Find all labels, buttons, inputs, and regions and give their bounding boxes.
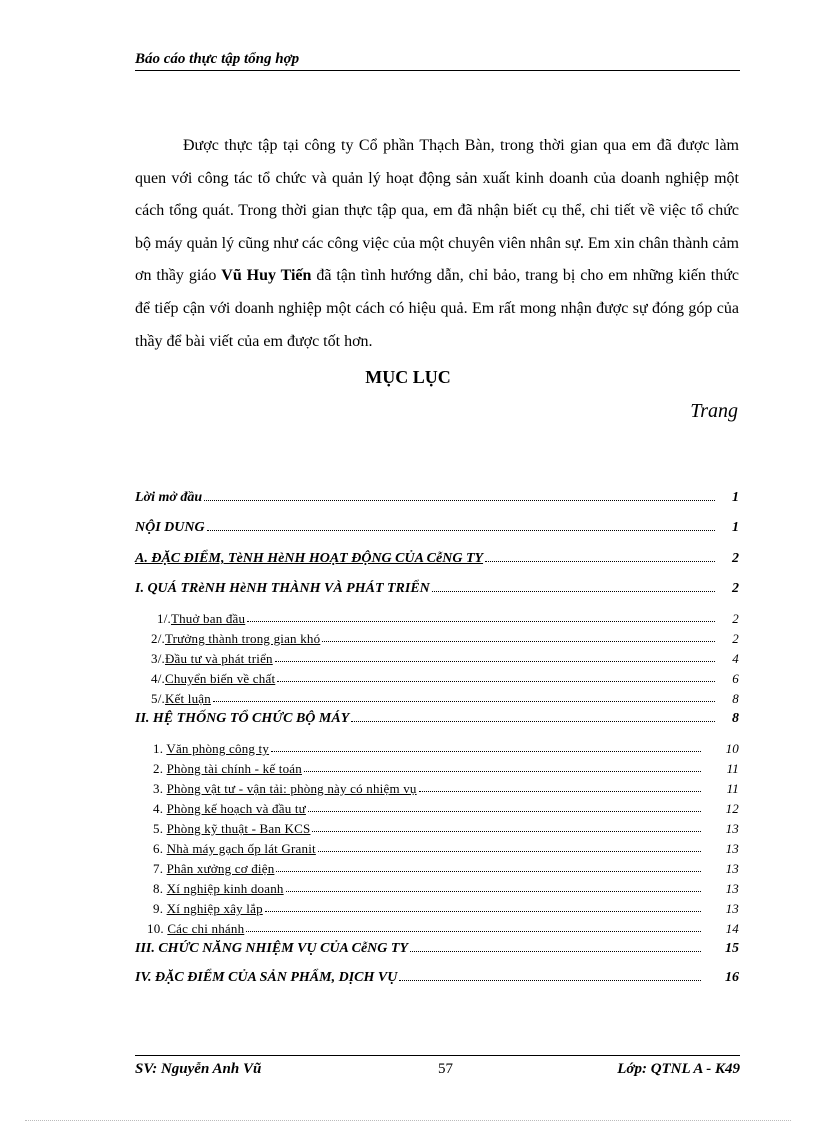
toc-entry-number: 10. <box>147 921 168 936</box>
toc-entry-label: Xí nghiệp kinh doanh <box>166 881 284 896</box>
toc-leader <box>277 680 715 682</box>
toc-entry-number: 2/. <box>151 631 165 646</box>
toc-entry[interactable] <box>135 966 739 986</box>
toc-entry[interactable] <box>135 757 739 777</box>
toc-entry-page: 13 <box>725 881 739 896</box>
page-footer <box>135 1055 740 1080</box>
toc-entry-page: 4 <box>732 651 739 666</box>
toc-entry-label: II. HỆ THỐNG TỔ CHỨC BỘ MÁY <box>135 711 350 726</box>
toc-entry-number: 7. <box>153 861 167 876</box>
intro-text-after: đã tận tình hướng dẫn, chỉ bảo, trang bị cho em những kiến thức để tiếp cận với doanh nghiệp một cách có hiệu quả. Em rất mong nhận được sự đóng góp của thầy để bài viết của em được tốt hơn. <box>135 267 739 350</box>
toc-entry-label: Phòng kế hoạch và đầu tư <box>166 801 306 816</box>
toc-entry-label: Các chi nhánh <box>167 921 245 936</box>
toc-leader <box>432 590 715 592</box>
page-bottom-divider <box>25 1120 791 1121</box>
toc-entry-label: Phân xưởng cơ điện <box>166 861 275 876</box>
toc-entry-number: 5. <box>153 821 167 836</box>
toc-title: MỤC LỤC <box>365 367 451 387</box>
toc-entry-label: Xí nghiệp xây lắp <box>166 901 263 916</box>
toc-leader <box>204 499 715 501</box>
toc-entry-page: 2 <box>732 611 739 626</box>
toc-entry-label: Thuở ban đầu <box>170 611 246 626</box>
toc-entry[interactable] <box>135 837 739 857</box>
toc-entry[interactable] <box>135 917 739 937</box>
toc-leader <box>271 750 701 752</box>
toc-page-label: Trang <box>690 400 738 422</box>
toc-entry[interactable] <box>135 577 739 597</box>
toc-entry-page: 2 <box>732 581 739 596</box>
toc-leader <box>410 950 701 952</box>
teacher-name: Vũ Huy Tiến <box>221 267 312 285</box>
toc-entry[interactable] <box>135 777 739 797</box>
toc-entry-page: 8 <box>732 691 739 706</box>
toc-entry[interactable] <box>135 897 739 917</box>
toc-entry-label: Chuyển biến về chất <box>164 671 276 686</box>
toc-entry-page: 15 <box>725 941 739 956</box>
toc-entry-number: 1. <box>153 741 167 756</box>
toc-entry-label: Nhà máy gạch ốp lát Granit <box>166 841 316 856</box>
header-title: Báo cáo thực tập tổng hợp <box>135 51 300 67</box>
toc-entry-page: 13 <box>725 861 739 876</box>
toc-entry-label: Trưởng thành trong gian khó <box>164 631 321 646</box>
toc-entry[interactable] <box>135 877 739 897</box>
toc-entry[interactable] <box>135 687 739 707</box>
toc-leader <box>276 870 701 872</box>
toc-entry[interactable] <box>135 607 739 627</box>
footer-page-number: 57 <box>438 1061 453 1077</box>
toc-entry-label: III. CHỨC NĂNG NHIỆM VỤ CỦA CễNG TY <box>135 941 408 956</box>
toc-entry-label: NỘI DUNG <box>135 520 205 535</box>
intro-text-before: Được thực tập tại công ty Cổ phần Thạch Bàn, trong thời gian qua em đã được làm quen với công tác tổ chức và quản lý hoạt động sản xuất kinh doanh của doanh nghiệp một cách tổng quát. Trong thời gian thực tập qua, em đã nhận biết cụ thể, chi tiết về việc tổ chức bộ máy quản lý cũng như các công việc của một chuyên viên nhân sự. Em xin chân thành cảm ơn thầy giáo <box>135 137 739 285</box>
footer-class: Lớp: QTNL A - K49 <box>617 1061 740 1077</box>
toc-entry-page: 13 <box>725 821 739 836</box>
toc-entry[interactable] <box>135 937 739 957</box>
toc-leader <box>322 640 715 642</box>
toc-entry-page: 1 <box>732 490 739 505</box>
toc-entry-page: 11 <box>726 761 739 776</box>
toc-entry-page: 14 <box>725 921 739 936</box>
toc-entry-label: Lời mở đầu <box>135 490 203 505</box>
toc-entry-number: 6. <box>153 841 167 856</box>
toc-entry-label: Phòng kỹ thuật - Ban KCS <box>166 821 311 836</box>
toc-entry-label: Văn phòng công ty <box>166 741 270 756</box>
toc-leader <box>318 850 701 852</box>
toc-entry-page: 10 <box>725 741 739 756</box>
toc-leader <box>286 890 701 892</box>
toc-entry-label: Phòng vật tư - vận tải: phòng này có nhiệm vụ <box>166 781 417 796</box>
toc-entry[interactable] <box>135 737 739 757</box>
toc-leader <box>275 660 715 662</box>
toc-entry-label: A. ĐẶC ĐIỂM, TèNH HèNH HOẠT ĐỘNG CỦA CễNG TY <box>135 551 484 566</box>
toc-entry-label: Đầu tư và phát triển <box>164 651 273 666</box>
intro-paragraph <box>135 130 739 358</box>
toc-entry-page: 6 <box>732 671 739 686</box>
toc-entry[interactable] <box>135 627 739 647</box>
toc-leader <box>312 830 701 832</box>
toc-entry[interactable] <box>135 667 739 687</box>
toc-entry-page: 16 <box>725 970 739 985</box>
toc-entry[interactable] <box>135 797 739 817</box>
toc-leader <box>399 979 701 981</box>
toc-entry-label: Phòng tài chính - kế toán <box>166 761 302 776</box>
toc-entry-number: 4/. <box>151 671 165 686</box>
toc-entry[interactable] <box>135 817 739 837</box>
toc-entry-number: 3. <box>153 781 167 796</box>
toc-entry-number: 5/. <box>151 691 165 706</box>
toc-leader <box>351 720 715 722</box>
toc-leader <box>247 620 715 622</box>
toc-entry-number: 9. <box>153 901 167 916</box>
toc-entry-label: Kết luận <box>164 691 211 706</box>
toc-leader <box>485 560 715 562</box>
toc-entry[interactable] <box>135 547 739 567</box>
toc-leader <box>304 770 701 772</box>
toc-leader <box>308 810 701 812</box>
toc-leader <box>246 930 701 932</box>
page-header <box>135 50 740 71</box>
toc-leader <box>207 529 715 531</box>
toc-entry-number: 4. <box>153 801 167 816</box>
toc-entry-number: 1/. <box>157 611 171 626</box>
toc-entry[interactable] <box>135 857 739 877</box>
toc-entry-page: 2 <box>732 631 739 646</box>
toc-entry-label: IV. ĐẶC ĐIỂM CỦA SẢN PHẨM, DỊCH VỤ <box>135 970 398 985</box>
toc-entry[interactable] <box>135 486 739 506</box>
toc-entry-number: 2. <box>153 761 167 776</box>
toc-entry[interactable] <box>135 707 739 727</box>
toc-leader <box>265 910 701 912</box>
toc-entry-number: 8. <box>153 881 167 896</box>
toc-entry-page: 2 <box>732 551 739 566</box>
toc-entry-number: 3/. <box>151 651 165 666</box>
footer-student: SV: Nguyễn Anh Vũ <box>135 1061 262 1077</box>
toc-entry-page: 1 <box>732 520 739 535</box>
toc-entry-label: I. QUÁ TRèNH HèNH THÀNH VÀ PHÁT TRIỂN <box>135 581 430 596</box>
toc-entry-page: 8 <box>732 711 739 726</box>
toc-entry-page: 13 <box>725 901 739 916</box>
toc-leader <box>213 700 715 702</box>
toc-entry[interactable] <box>135 647 739 667</box>
toc-entry-page: 11 <box>726 781 739 796</box>
toc-entry-page: 12 <box>725 801 739 816</box>
toc-entry[interactable] <box>135 516 739 536</box>
toc-leader <box>419 790 701 792</box>
toc-entry-page: 13 <box>725 841 739 856</box>
